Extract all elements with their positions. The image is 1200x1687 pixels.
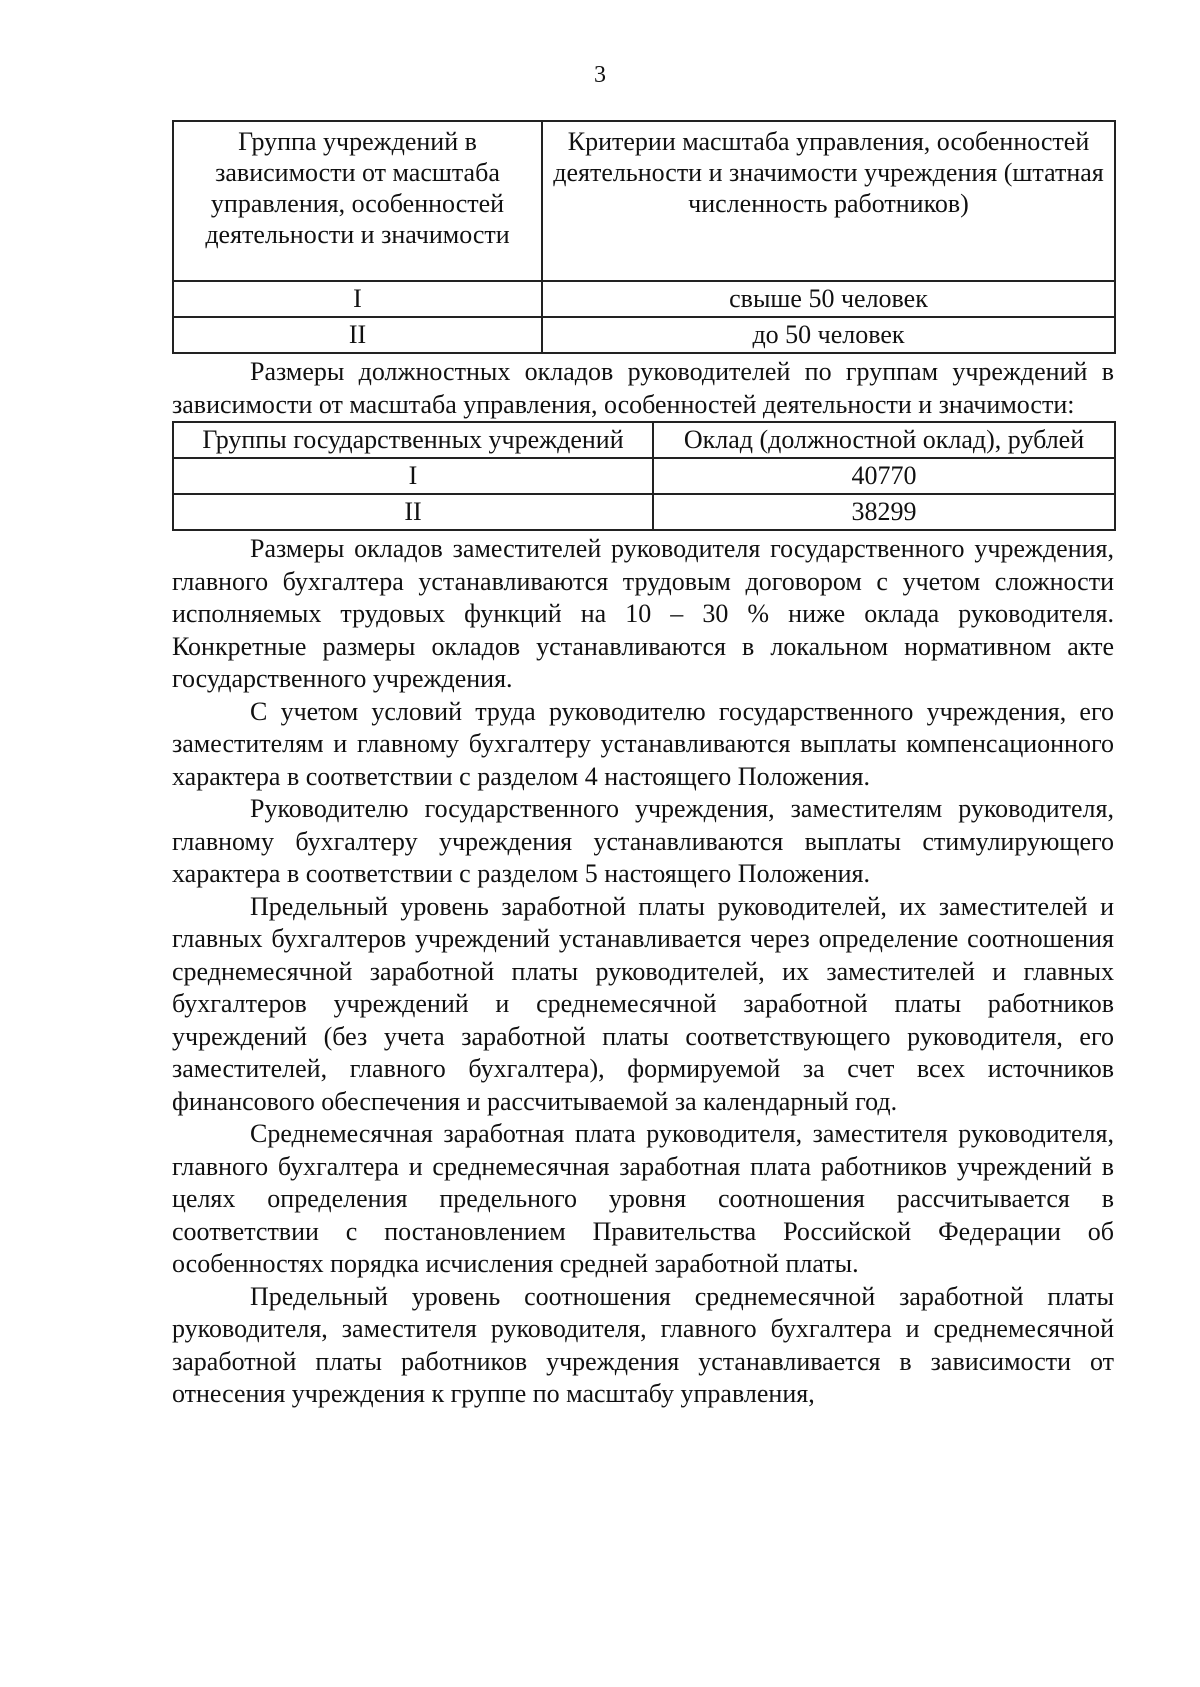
table-header-cell: Критерии масштаба управления, особенностей деятельности и значимости учреждения (штатная численность работников) (542, 121, 1115, 281)
table-row (173, 281, 1115, 317)
table-cell-group: I (173, 281, 542, 317)
paragraph: Предельный уровень заработной платы руководителей, их заместителей и главных бухгалтеров учреждений устанавливается через определение соотношения среднемесячной заработной платы руководителей, их заместителей и главных бухгалтеров учреждений и среднемесячной заработной платы работников учреждений (без учета заработной платы соответствующего руководителя, его заместителей, главного бухгалтера), формируемой за счет всех источников финансового обеспечения и рассчитываемой за календарный год. (172, 891, 1114, 1116)
table-cell-salary: 40770 (653, 458, 1115, 494)
table-row (173, 494, 1115, 530)
table-cell-group: I (173, 458, 653, 494)
paragraph: Размеры должностных окладов руководителей по группам учреждений в зависимости от масштаба управления, особенностей деятельности и значимости: (172, 357, 1114, 419)
table-header-row (173, 121, 1115, 281)
table-cell-salary: 38299 (653, 494, 1115, 530)
page-number: 3 (594, 62, 606, 88)
table-row (173, 317, 1115, 353)
table-header-cell: Группы государственных учреждений (173, 422, 653, 458)
paragraph: Руководителю государственного учреждения, заместителям руководителя, главному бухгалтеру учреждения устанавливаются выплаты стимулирующего характера в соответствии с разделом 5 настоящего Положения. (172, 794, 1114, 888)
table-cell-group: II (173, 317, 542, 353)
paragraph: С учетом условий труда руководителю государственного учреждения, его заместителям и главному бухгалтеру устанавливаются выплаты компенсационного характера в соответствии с разделом 4 настоящего Положения. (172, 696, 1114, 791)
table-cell-group: II (173, 494, 653, 530)
table-row (173, 458, 1115, 494)
document-body (172, 120, 1114, 1411)
paragraph: Предельный уровень соотношения среднемесячной заработной платы руководителя, заместителя руководителя, главного бухгалтера и среднемесячной заработной платы работников учреждения устанавливается в зависимости от отнесения учреждения к группе по масштабу управления, (172, 1281, 1114, 1408)
table-header-row (173, 422, 1115, 458)
table-cell-criteria: свыше 50 человек (542, 281, 1115, 317)
table-header-cell: Оклад (должностной оклад), рублей (653, 422, 1115, 458)
table-header-cell: Группа учреждений в зависимости от масштаба управления, особенностей деятельности и значимости (173, 121, 542, 281)
paragraph: Среднемесячная заработная плата руководителя, заместителя руководителя, главного бухгалтера и среднемесячная заработная плата работников учреждений в целях определения предельного уровня соотношения рассчитывается в соответствии с постановлением Правительства Российской Федерации об особенностях порядка исчисления средней заработной платы. (172, 1119, 1114, 1278)
institution-group-criteria-table (172, 120, 1116, 354)
paragraph: Размеры окладов заместителей руководителя государственного учреждения, главного бухгалтера устанавливаются трудовым договором с учетом сложности исполняемых трудовых функций на 10 – 30 % ниже оклада руководителя. Конкретные размеры окладов устанавливаются в локальном нормативном акте государственного учреждения. (172, 534, 1114, 693)
table-cell-criteria: до 50 человек (542, 317, 1115, 353)
director-salary-table (172, 421, 1116, 531)
